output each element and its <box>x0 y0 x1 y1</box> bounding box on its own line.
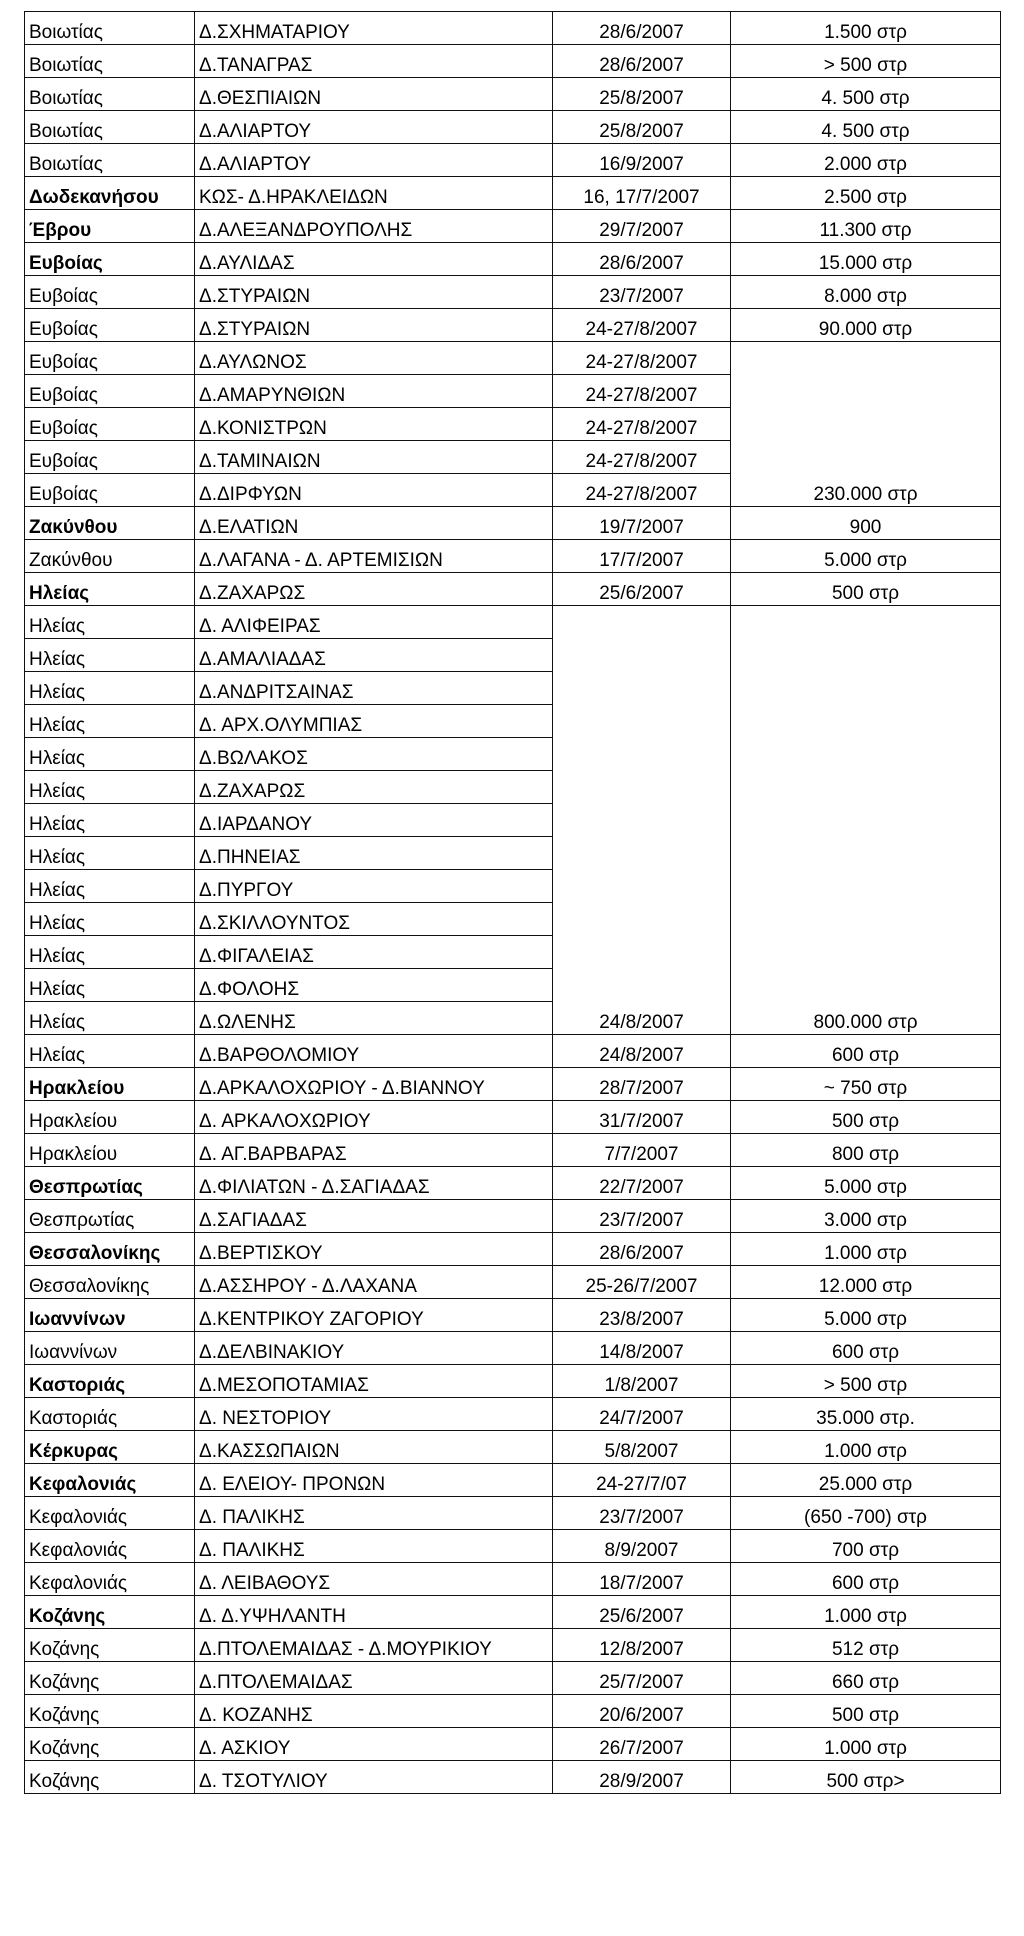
municipality-cell: Δ. ΚΟΖΑΝΗΣ <box>195 1695 553 1728</box>
prefecture-cell: Δωδεκανήσου <box>25 177 195 210</box>
municipality-cell: Δ. ΑΡΧ.ΟΛΥΜΠΙΑΣ <box>195 705 553 738</box>
date-cell: 25/6/2007 <box>553 1596 731 1629</box>
prefecture-cell: Ευβοίας <box>25 342 195 375</box>
municipality-cell: Δ. ΑΛΙΦΕΙΡΑΣ <box>195 606 553 639</box>
table-row <box>25 276 1001 309</box>
prefecture-cell: Κοζάνης <box>25 1596 195 1629</box>
table-row <box>25 210 1001 243</box>
burned-area-cell: 600 στρ <box>731 1563 1001 1596</box>
prefecture-cell: Θεσπρωτίας <box>25 1167 195 1200</box>
prefecture-cell: Κοζάνης <box>25 1761 195 1794</box>
table-row <box>25 1134 1001 1167</box>
table-row <box>25 1068 1001 1101</box>
table-row <box>25 507 1001 540</box>
date-cell: 24-27/8/2007 <box>553 441 731 474</box>
burned-area-cell: 11.300 στρ <box>731 210 1001 243</box>
table-row <box>25 1299 1001 1332</box>
prefecture-cell: Κοζάνης <box>25 1728 195 1761</box>
date-cell: 24-27/8/2007 <box>553 474 731 507</box>
municipality-cell: Δ.ΣΑΓΙΑΔΑΣ <box>195 1200 553 1233</box>
municipality-cell: Δ.ΑΜΑΡΥΝΘΙΩΝ <box>195 375 553 408</box>
prefecture-cell: Ηλείας <box>25 672 195 705</box>
date-cell: 28/6/2007 <box>553 243 731 276</box>
prefecture-cell: Κοζάνης <box>25 1629 195 1662</box>
table-row <box>25 12 1001 45</box>
municipality-cell: Δ.ΠΥΡΓΟΥ <box>195 870 553 903</box>
date-cell: 23/8/2007 <box>553 1299 731 1332</box>
prefecture-cell: Ηρακλείου <box>25 1101 195 1134</box>
table-row <box>25 1266 1001 1299</box>
date-cell: 18/7/2007 <box>553 1563 731 1596</box>
prefecture-cell: Βοιωτίας <box>25 12 195 45</box>
prefecture-cell: Ηλείας <box>25 1002 195 1035</box>
burned-area-cell: 512 στρ <box>731 1629 1001 1662</box>
burned-area-cell: > 500 στρ <box>731 45 1001 78</box>
municipality-cell: Δ. ΠΑΛΙΚΗΣ <box>195 1497 553 1530</box>
table-row <box>25 1629 1001 1662</box>
date-cell: 20/6/2007 <box>553 1695 731 1728</box>
prefecture-cell: Κοζάνης <box>25 1662 195 1695</box>
burned-area-cell: 15.000 στρ <box>731 243 1001 276</box>
burned-area-cell: 600 στρ <box>731 1332 1001 1365</box>
date-cell: 16/9/2007 <box>553 144 731 177</box>
date-cell: 25/7/2007 <box>553 1662 731 1695</box>
burned-area-cell: 35.000 στρ. <box>731 1398 1001 1431</box>
date-cell: 24-27/7/07 <box>553 1464 731 1497</box>
prefecture-cell: Θεσπρωτίας <box>25 1200 195 1233</box>
prefecture-cell: Βοιωτίας <box>25 144 195 177</box>
prefecture-cell: Ηλείας <box>25 606 195 639</box>
prefecture-cell: Ηλείας <box>25 639 195 672</box>
municipality-cell: Δ.ΤΑΝΑΓΡΑΣ <box>195 45 553 78</box>
burned-area-cell: 500 στρ <box>731 1695 1001 1728</box>
burned-area-cell: 500 στρ <box>731 1101 1001 1134</box>
burned-area-cell: 1.000 στρ <box>731 1431 1001 1464</box>
fires-table <box>24 11 1001 1794</box>
date-cell: 23/7/2007 <box>553 1200 731 1233</box>
date-cell: 16, 17/7/2007 <box>553 177 731 210</box>
date-cell: 17/7/2007 <box>553 540 731 573</box>
prefecture-cell: Κοζάνης <box>25 1695 195 1728</box>
municipality-cell: Δ.ΙΑΡΔΑΝΟΥ <box>195 804 553 837</box>
municipality-cell: Δ.ΚΟΝΙΣΤΡΩΝ <box>195 408 553 441</box>
prefecture-cell: Ηρακλείου <box>25 1134 195 1167</box>
table-row <box>25 1662 1001 1695</box>
prefecture-cell: Βοιωτίας <box>25 45 195 78</box>
table-row <box>25 1695 1001 1728</box>
table-row <box>25 1464 1001 1497</box>
burned-area-cell: 900 <box>731 507 1001 540</box>
municipality-cell: Δ.ΣΤΥΡΑΙΩΝ <box>195 276 553 309</box>
date-cell: 24-27/8/2007 <box>553 309 731 342</box>
municipality-cell: Δ.ΒΩΛΑΚΟΣ <box>195 738 553 771</box>
date-cell: 28/6/2007 <box>553 45 731 78</box>
municipality-cell: Δ.ΑΛΙΑΡΤΟΥ <box>195 111 553 144</box>
burned-area-cell: (650 -700) στρ <box>731 1497 1001 1530</box>
table-row <box>25 540 1001 573</box>
municipality-cell: Δ.ΔΕΛΒΙΝΑΚΙΟΥ <box>195 1332 553 1365</box>
prefecture-cell: Ιωαννίνων <box>25 1332 195 1365</box>
municipality-cell: Δ. ΑΣΚΙΟΥ <box>195 1728 553 1761</box>
prefecture-cell: Κεφαλονιάς <box>25 1464 195 1497</box>
municipality-cell: Δ.ΣΤΥΡΑΙΩΝ <box>195 309 553 342</box>
prefecture-cell: Ηλείας <box>25 837 195 870</box>
municipality-cell: Δ. ΛΕΙΒΑΘΟΥΣ <box>195 1563 553 1596</box>
date-cell: 12/8/2007 <box>553 1629 731 1662</box>
table-row <box>25 606 1001 639</box>
date-cell: 23/7/2007 <box>553 276 731 309</box>
prefecture-cell: Έβρου <box>25 210 195 243</box>
table-row <box>25 1761 1001 1794</box>
prefecture-cell: Ζακύνθου <box>25 540 195 573</box>
municipality-cell: Δ.ΜΕΣΟΠΟΤΑΜΙΑΣ <box>195 1365 553 1398</box>
burned-area-cell: 800.000 στρ <box>731 606 1001 1035</box>
date-cell: 24/8/2007 <box>553 1035 731 1068</box>
prefecture-cell: Κέρκυρας <box>25 1431 195 1464</box>
burned-area-cell: 1.000 στρ <box>731 1728 1001 1761</box>
municipality-cell: Δ.ΦΙΛΙΑΤΩΝ - Δ.ΣΑΓΙΑΔΑΣ <box>195 1167 553 1200</box>
municipality-cell: Δ.ΦΟΛΟΗΣ <box>195 969 553 1002</box>
date-cell: 24-27/8/2007 <box>553 375 731 408</box>
prefecture-cell: Ηλείας <box>25 903 195 936</box>
municipality-cell: Δ.ΦΙΓΑΛΕΙΑΣ <box>195 936 553 969</box>
burned-area-cell: 660 στρ <box>731 1662 1001 1695</box>
burned-area-cell: 12.000 στρ <box>731 1266 1001 1299</box>
date-cell: 28/7/2007 <box>553 1068 731 1101</box>
date-cell: 25-26/7/2007 <box>553 1266 731 1299</box>
table-row <box>25 1530 1001 1563</box>
burned-area-cell: 90.000 στρ <box>731 309 1001 342</box>
date-cell: 28/6/2007 <box>553 1233 731 1266</box>
municipality-cell: Δ.ΠΤΟΛΕΜΑΙΔΑΣ <box>195 1662 553 1695</box>
date-cell: 24/8/2007 <box>553 606 731 1035</box>
municipality-cell: Δ.ΒΑΡΘΟΛΟΜΙΟΥ <box>195 1035 553 1068</box>
burned-area-cell: 2.000 στρ <box>731 144 1001 177</box>
table-row <box>25 111 1001 144</box>
municipality-cell: ΚΩΣ- Δ.ΗΡΑΚΛΕΙΔΩΝ <box>195 177 553 210</box>
municipality-cell: Δ.ΣΚΙΛΛΟΥΝΤΟΣ <box>195 903 553 936</box>
table-row <box>25 78 1001 111</box>
table-row <box>25 1200 1001 1233</box>
prefecture-cell: Ηλείας <box>25 771 195 804</box>
date-cell: 5/8/2007 <box>553 1431 731 1464</box>
municipality-cell: Δ.ΑΥΛΙΔΑΣ <box>195 243 553 276</box>
municipality-cell: Δ.ΤΑΜΙΝΑΙΩΝ <box>195 441 553 474</box>
date-cell: 25/8/2007 <box>553 78 731 111</box>
prefecture-cell: Ηλείας <box>25 804 195 837</box>
table-row <box>25 144 1001 177</box>
date-cell: 22/7/2007 <box>553 1167 731 1200</box>
date-cell: 23/7/2007 <box>553 1497 731 1530</box>
prefecture-cell: Βοιωτίας <box>25 111 195 144</box>
municipality-cell: Δ.ΑΛΕΞΑΝΔΡΟΥΠΟΛΗΣ <box>195 210 553 243</box>
municipality-cell: Δ.ΕΛΑΤΙΩΝ <box>195 507 553 540</box>
prefecture-cell: Καστοριάς <box>25 1365 195 1398</box>
date-cell: 14/8/2007 <box>553 1332 731 1365</box>
date-cell: 25/8/2007 <box>553 111 731 144</box>
table-row <box>25 1233 1001 1266</box>
burned-area-cell: 1.000 στρ <box>731 1233 1001 1266</box>
date-cell: 1/8/2007 <box>553 1365 731 1398</box>
prefecture-cell: Ηλείας <box>25 738 195 771</box>
municipality-cell: Δ.ΖΑΧΑΡΩΣ <box>195 573 553 606</box>
table-row <box>25 243 1001 276</box>
date-cell: 29/7/2007 <box>553 210 731 243</box>
prefecture-cell: Ευβοίας <box>25 408 195 441</box>
municipality-cell: Δ. ΕΛΕΙΟΥ- ΠΡΟΝΩΝ <box>195 1464 553 1497</box>
burned-area-cell: 5.000 στρ <box>731 540 1001 573</box>
municipality-cell: Δ. Δ.ΥΨΗΛΑΝΤΗ <box>195 1596 553 1629</box>
municipality-cell: Δ.ΑΝΔΡΙΤΣΑΙΝΑΣ <box>195 672 553 705</box>
prefecture-cell: Ευβοίας <box>25 309 195 342</box>
municipality-cell: Δ.ΑΜΑΛΙΑΔΑΣ <box>195 639 553 672</box>
table-row <box>25 177 1001 210</box>
burned-area-cell: 5.000 στρ <box>731 1167 1001 1200</box>
municipality-cell: Δ. ΠΑΛΙΚΗΣ <box>195 1530 553 1563</box>
prefecture-cell: Ευβοίας <box>25 474 195 507</box>
burned-area-cell: 8.000 στρ <box>731 276 1001 309</box>
burned-area-cell: 1.000 στρ <box>731 1596 1001 1629</box>
prefecture-cell: Ηλείας <box>25 870 195 903</box>
municipality-cell: Δ.ΖΑΧΑΡΩΣ <box>195 771 553 804</box>
date-cell: 24-27/8/2007 <box>553 342 731 375</box>
burned-area-cell: 230.000 στρ <box>731 342 1001 507</box>
prefecture-cell: Ευβοίας <box>25 441 195 474</box>
municipality-cell: Δ. ΤΣΟΤΥΛΙΟΥ <box>195 1761 553 1794</box>
municipality-cell: Δ.ΑΥΛΩΝΟΣ <box>195 342 553 375</box>
municipality-cell: Δ.ΑΣΣΗΡΟΥ - Δ.ΛΑΧΑΝΑ <box>195 1266 553 1299</box>
prefecture-cell: Ευβοίας <box>25 375 195 408</box>
date-cell: 24/7/2007 <box>553 1398 731 1431</box>
prefecture-cell: Ευβοίας <box>25 276 195 309</box>
date-cell: 28/6/2007 <box>553 12 731 45</box>
date-cell: 8/9/2007 <box>553 1530 731 1563</box>
municipality-cell: Δ.ΔΙΡΦΥΩΝ <box>195 474 553 507</box>
table-row <box>25 1497 1001 1530</box>
table-row <box>25 1563 1001 1596</box>
municipality-cell: Δ.ΩΛΕΝΗΣ <box>195 1002 553 1035</box>
municipality-cell: Δ.ΠΤΟΛΕΜΑΙΔΑΣ - Δ.ΜΟΥΡΙΚΙΟΥ <box>195 1629 553 1662</box>
table-row <box>25 342 1001 375</box>
table-row <box>25 309 1001 342</box>
municipality-cell: Δ.ΑΛΙΑΡΤΟΥ <box>195 144 553 177</box>
prefecture-cell: Κεφαλονιάς <box>25 1497 195 1530</box>
table-row <box>25 573 1001 606</box>
date-cell: 31/7/2007 <box>553 1101 731 1134</box>
municipality-cell: Δ.ΑΡΚΑΛΟΧΩΡΙΟΥ - Δ.ΒΙΑΝΝΟΥ <box>195 1068 553 1101</box>
municipality-cell: Δ.ΠΗΝΕΙΑΣ <box>195 837 553 870</box>
burned-area-cell: 5.000 στρ <box>731 1299 1001 1332</box>
prefecture-cell: Βοιωτίας <box>25 78 195 111</box>
burned-area-cell: 500 στρ> <box>731 1761 1001 1794</box>
table-row <box>25 1365 1001 1398</box>
date-cell: 25/6/2007 <box>553 573 731 606</box>
table-row <box>25 1431 1001 1464</box>
table-row <box>25 1035 1001 1068</box>
date-cell: 19/7/2007 <box>553 507 731 540</box>
municipality-cell: Δ.ΚΑΣΣΩΠΑΙΩΝ <box>195 1431 553 1464</box>
prefecture-cell: Κεφαλονιάς <box>25 1530 195 1563</box>
municipality-cell: Δ.ΒΕΡΤΙΣΚΟΥ <box>195 1233 553 1266</box>
date-cell: 24-27/8/2007 <box>553 408 731 441</box>
prefecture-cell: Ηλείας <box>25 936 195 969</box>
municipality-cell: Δ. ΝΕΣΤΟΡΙΟΥ <box>195 1398 553 1431</box>
prefecture-cell: Ιωαννίνων <box>25 1299 195 1332</box>
municipality-cell: Δ.ΣΧΗΜΑΤΑΡΙΟΥ <box>195 12 553 45</box>
table-body <box>25 12 1001 1794</box>
prefecture-cell: Ηλείας <box>25 1035 195 1068</box>
prefecture-cell: Θεσσαλονίκης <box>25 1233 195 1266</box>
prefecture-cell: Ηλείας <box>25 969 195 1002</box>
burned-area-cell: > 500 στρ <box>731 1365 1001 1398</box>
table-row <box>25 1596 1001 1629</box>
burned-area-cell: 500 στρ <box>731 573 1001 606</box>
prefecture-cell: Ευβοίας <box>25 243 195 276</box>
prefecture-cell: Καστοριάς <box>25 1398 195 1431</box>
prefecture-cell: Ζακύνθου <box>25 507 195 540</box>
table-row <box>25 45 1001 78</box>
municipality-cell: Δ.ΚΕΝΤΡΙΚΟΥ ΖΑΓΟΡΙΟΥ <box>195 1299 553 1332</box>
prefecture-cell: Ηρακλείου <box>25 1068 195 1101</box>
prefecture-cell: Ηλείας <box>25 573 195 606</box>
table-row <box>25 1167 1001 1200</box>
table-row <box>25 1332 1001 1365</box>
date-cell: 7/7/2007 <box>553 1134 731 1167</box>
burned-area-cell: 4. 500 στρ <box>731 111 1001 144</box>
table-row <box>25 1101 1001 1134</box>
prefecture-cell: Θεσσαλονίκης <box>25 1266 195 1299</box>
burned-area-cell: 4. 500 στρ <box>731 78 1001 111</box>
burned-area-cell: 700 στρ <box>731 1530 1001 1563</box>
date-cell: 26/7/2007 <box>553 1728 731 1761</box>
municipality-cell: Δ.ΘΕΣΠΙΑΙΩΝ <box>195 78 553 111</box>
burned-area-cell: 800 στρ <box>731 1134 1001 1167</box>
burned-area-cell: 3.000 στρ <box>731 1200 1001 1233</box>
municipality-cell: Δ. ΑΡΚΑΛΟΧΩΡΙΟΥ <box>195 1101 553 1134</box>
burned-area-cell: 2.500 στρ <box>731 177 1001 210</box>
table-row <box>25 1728 1001 1761</box>
prefecture-cell: Ηλείας <box>25 705 195 738</box>
burned-area-cell: 1.500 στρ <box>731 12 1001 45</box>
municipality-cell: Δ. ΑΓ.ΒΑΡΒΑΡΑΣ <box>195 1134 553 1167</box>
municipality-cell: Δ.ΛΑΓΑΝΑ - Δ. ΑΡΤΕΜΙΣΙΩΝ <box>195 540 553 573</box>
burned-area-cell: ~ 750 στρ <box>731 1068 1001 1101</box>
burned-area-cell: 25.000 στρ <box>731 1464 1001 1497</box>
date-cell: 28/9/2007 <box>553 1761 731 1794</box>
burned-area-cell: 600 στρ <box>731 1035 1001 1068</box>
table-row <box>25 1398 1001 1431</box>
prefecture-cell: Κεφαλονιάς <box>25 1563 195 1596</box>
